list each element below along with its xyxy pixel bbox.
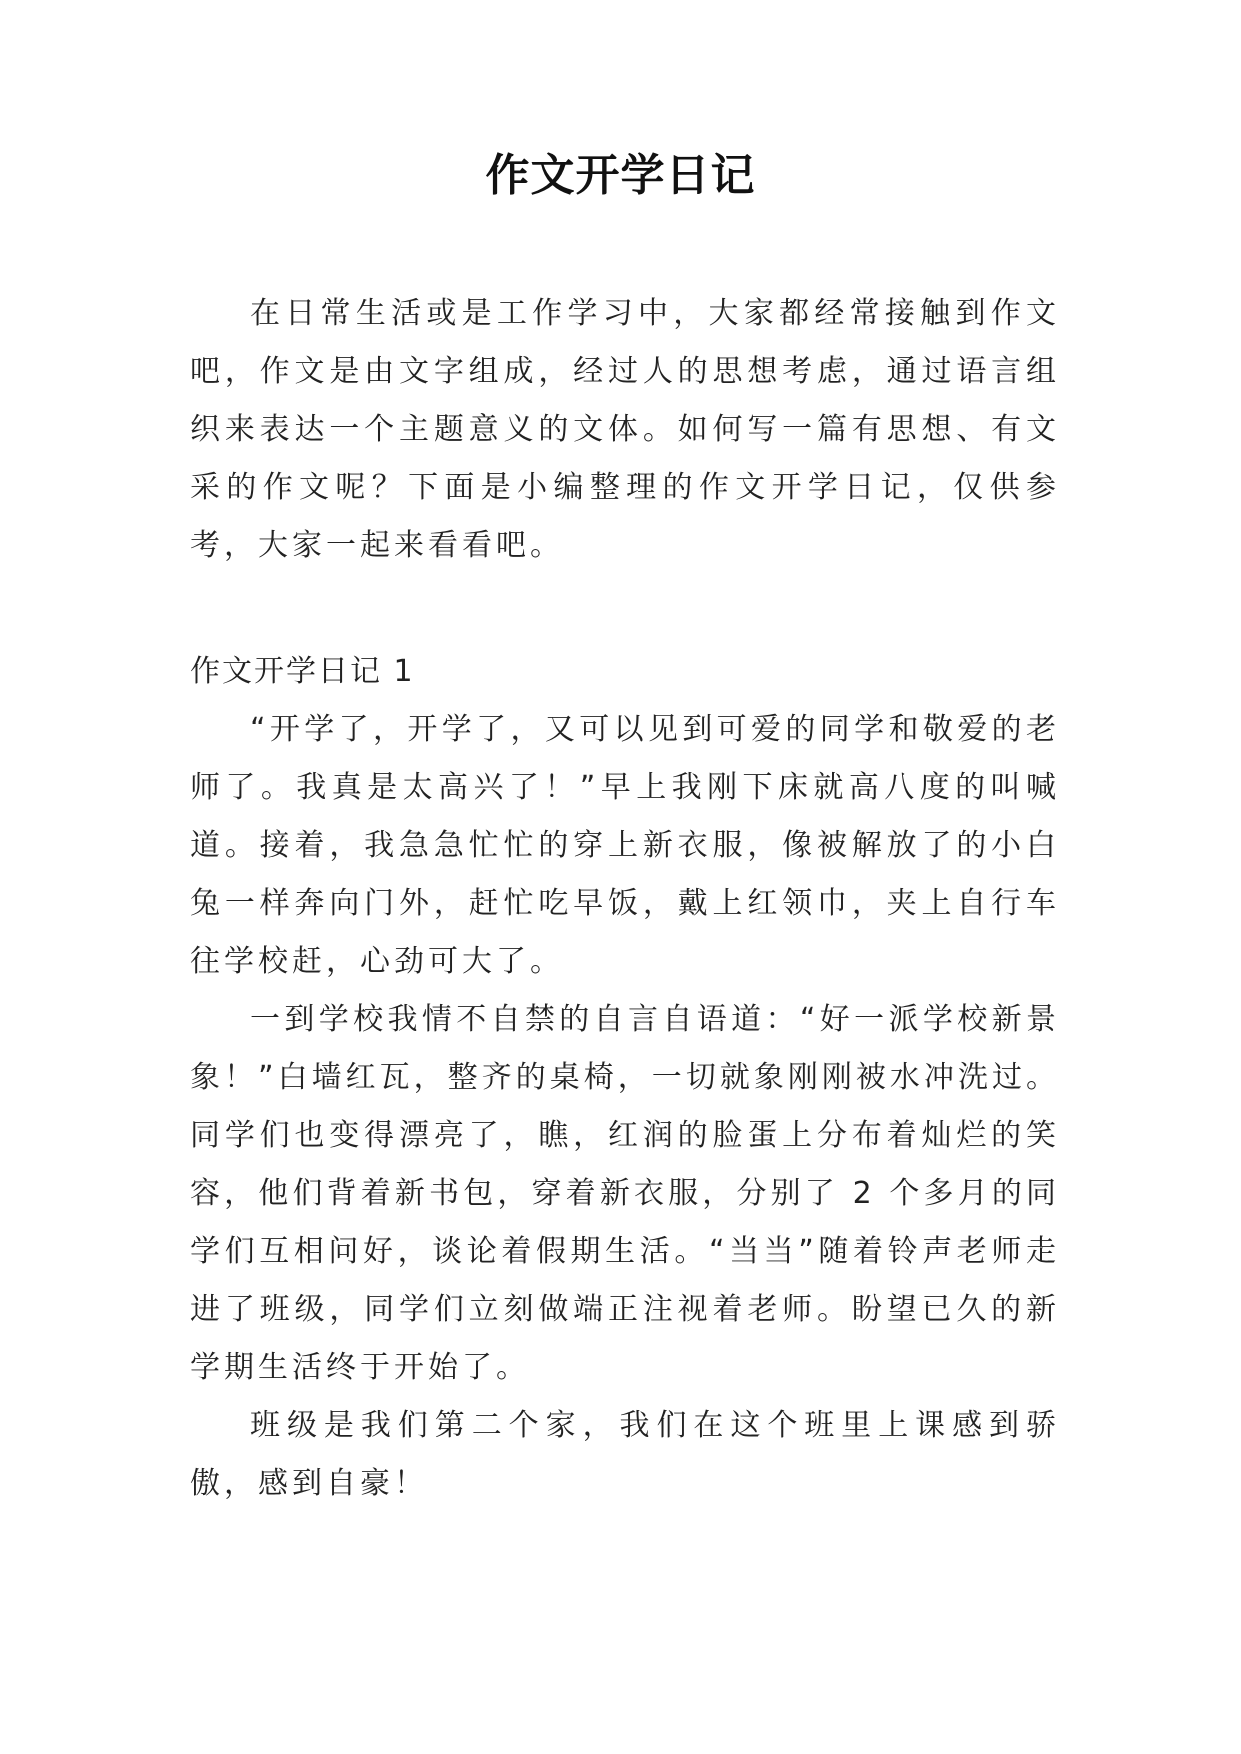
- document-body: [190, 285, 1060, 1513]
- intro-paragraph: 在日常生活或是工作学习中，大家都经常接触到作文吧，作文是由文字组成，经过人的思想考虑，通过语言组织来表达一个主题意义的文体。如何写一篇有思想、有文采的作文呢？下面是小编整理的作文开学日记，仅供参考，大家一起来看看吧。: [190, 296, 1060, 563]
- section-heading: 作文开学日记 1: [190, 654, 415, 689]
- document-title: 作文开学日记: [485, 150, 756, 201]
- body-paragraph: “开学了，开学了，又可以见到可爱的同学和敬爱的老师了。我真是太高兴了！”早上我刚下床就高八度的叫喊道。接着，我急急忙忙的穿上新衣服，像被解放了的小白兔一样奔向门外，赶忙吃早饭，戴上红领巾，夹上自行车往学校赶，心劲可大了。: [190, 712, 1060, 979]
- body-paragraph: 一到学校我情不自禁的自言自语道：“好一派学校新景象！”白墙红瓦，整齐的桌椅，一切就象刚刚被水冲洗过。同学们也变得漂亮了，瞧，红润的脸蛋上分布着灿烂的笑容，他们背着新书包，穿着新衣服，分别了 2 个多月的同学们互相问好，谈论着假期生活。“当当”随着铃声老师走进了班级，同学们立刻做端正注视着老师。盼望已久的新学期生活终于开始了。: [190, 1002, 1060, 1385]
- body-paragraph: 班级是我们第二个家，我们在这个班里上课感到骄傲，感到自豪！: [190, 1408, 1060, 1501]
